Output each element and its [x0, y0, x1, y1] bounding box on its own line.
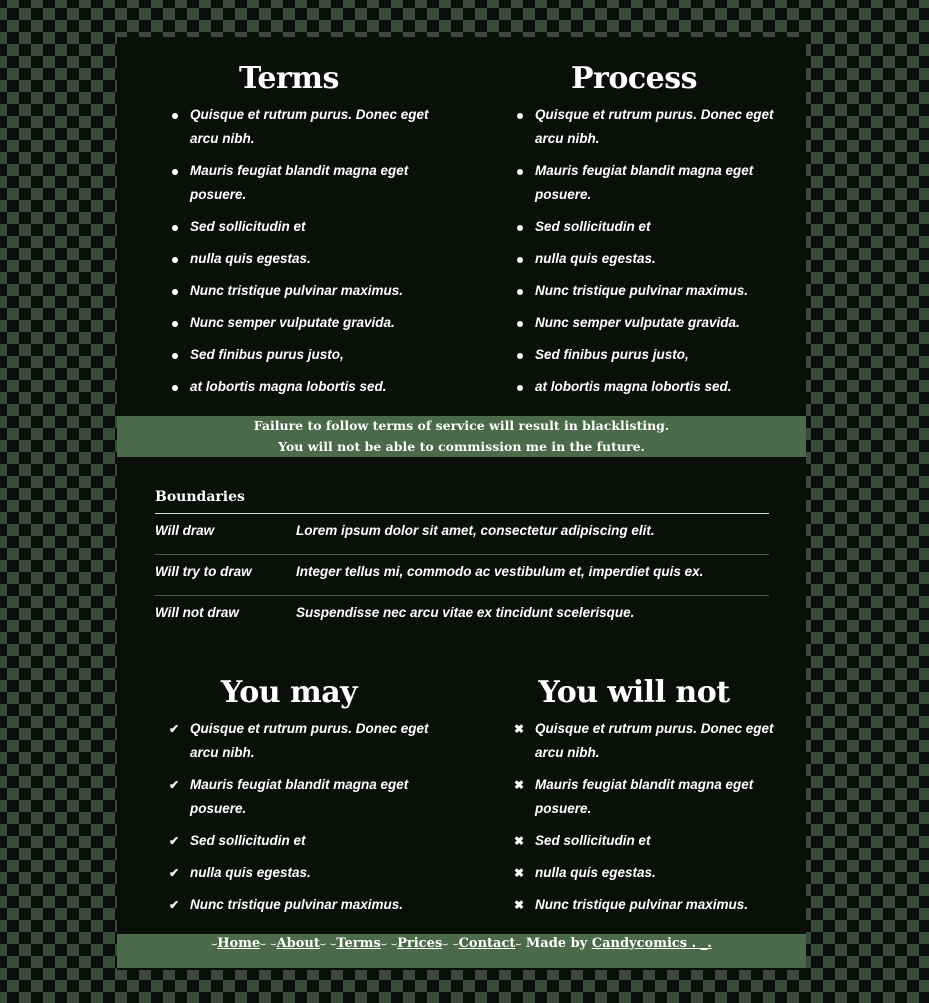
you-will-not-list — [484, 717, 784, 917]
ornament-icon: ⌣ — [391, 940, 398, 950]
terms-heading: Terms — [239, 61, 339, 96]
bullet-icon — [517, 257, 523, 263]
you-will-not-heading: You will not — [538, 675, 730, 710]
list-item — [139, 103, 455, 151]
notice-line-1: Failure to follow terms of service will result in blacklisting. — [253, 418, 670, 433]
list-item — [484, 375, 800, 399]
list-item — [139, 247, 455, 271]
list-item-text: Quisque et rutrum purus. Donec eget arcu nibh. — [535, 721, 774, 760]
notice-banner — [117, 416, 806, 457]
check-icon: ✔ — [169, 778, 180, 792]
list-item — [139, 159, 455, 207]
terms-section — [139, 59, 439, 407]
you-may-heading: You may — [220, 675, 358, 710]
list-item-text: Nunc semper vulputate gravida. — [535, 315, 740, 330]
ornament-icon: ⌣ — [330, 940, 337, 950]
list-item-text: at lobortis magna lobortis sed. — [535, 379, 732, 394]
list-item-text: at lobortis magna lobortis sed. — [190, 379, 387, 394]
bullet-icon — [517, 321, 523, 327]
check-icon: ✔ — [169, 722, 180, 736]
bullet-icon — [172, 321, 178, 327]
ornament-icon: ⌣ — [515, 940, 522, 950]
list-item — [139, 343, 455, 367]
bullet-icon — [172, 257, 178, 263]
footer-link-contact[interactable]: Contact — [458, 936, 516, 951]
ornament-icon: ⌣ — [452, 940, 459, 950]
check-icon: ✔ — [169, 866, 180, 880]
ornament-icon: ⌣ — [380, 940, 387, 950]
row-label: Will not draw — [155, 605, 239, 620]
table-row — [155, 596, 769, 636]
list-item-text: Nunc tristique pulvinar maximus. — [190, 283, 404, 298]
boundaries-title: Boundaries — [155, 482, 769, 514]
list-item — [139, 311, 455, 335]
list-item-text: nulla quis egestas. — [190, 865, 311, 880]
footer-nav — [117, 934, 806, 968]
ornament-icon: ⌣ — [260, 940, 267, 950]
list-item-text: nulla quis egestas. — [535, 865, 656, 880]
list-item-text: Nunc tristique pulvinar maximus. — [535, 283, 749, 298]
bullet-icon — [172, 289, 178, 295]
terms-list — [139, 103, 439, 399]
list-item — [139, 773, 455, 821]
notice-line-2: You will not be able to commission me in the future. — [278, 438, 645, 454]
bullet-icon — [517, 385, 523, 391]
list-item-text: nulla quis egestas. — [535, 251, 656, 266]
list-item-text: Nunc semper vulputate gravida. — [190, 315, 395, 330]
list-item-text: Quisque et rutrum purus. Donec eget arcu nibh. — [190, 107, 429, 146]
x-icon: ✖ — [514, 834, 525, 848]
list-item — [139, 893, 455, 917]
row-label: Will try to draw — [155, 564, 252, 579]
list-item-text: Nunc tristique pulvinar maximus. — [190, 897, 404, 912]
list-item-text: Mauris feugiat blandit magna eget posuere. — [190, 777, 409, 816]
check-icon: ✔ — [169, 898, 180, 912]
bullet-icon — [172, 225, 178, 231]
list-item — [484, 279, 800, 303]
process-heading: Process — [570, 61, 697, 96]
list-item-text: Mauris feugiat blandit magna eget posuere. — [535, 777, 754, 816]
x-icon: ✖ — [514, 778, 525, 792]
bullet-icon — [517, 169, 523, 175]
bullet-icon — [172, 353, 178, 359]
bullet-icon — [172, 169, 178, 175]
bullet-icon — [172, 385, 178, 391]
list-item — [484, 311, 800, 335]
list-item — [139, 829, 455, 853]
x-icon: ✖ — [514, 722, 525, 736]
ornament-icon: ⌣ — [319, 940, 326, 950]
list-item — [484, 343, 800, 367]
table-row — [155, 514, 769, 555]
made-by-text: Made by — [525, 936, 588, 951]
process-section — [484, 59, 784, 407]
list-item — [139, 279, 455, 303]
list-item — [484, 861, 800, 885]
content-panel — [117, 37, 806, 970]
list-item — [484, 893, 800, 917]
process-list — [484, 103, 784, 399]
list-item — [139, 717, 455, 765]
you-may-list — [139, 717, 439, 917]
list-item-text: Nunc tristique pulvinar maximus. — [535, 897, 749, 912]
ornament-icon: ⌣ — [270, 940, 277, 950]
boundaries-table — [155, 482, 769, 636]
bullet-icon — [517, 289, 523, 295]
list-item — [484, 215, 800, 239]
list-item-text: Sed sollicitudin et — [190, 219, 306, 234]
x-icon: ✖ — [514, 866, 525, 880]
x-icon: ✖ — [514, 898, 525, 912]
bullet-icon — [517, 113, 523, 119]
row-text: Integer tellus mi, commodo ac vestibulum et, imperdiet quis ex. — [296, 564, 704, 579]
footer-link-about[interactable]: About — [276, 936, 320, 951]
list-item-text: Sed sollicitudin et — [535, 833, 651, 848]
list-item-text: Quisque et rutrum purus. Donec eget arcu nibh. — [190, 721, 429, 760]
author-link[interactable]: Candycomics . _. — [591, 936, 712, 951]
list-item-text: Quisque et rutrum purus. Donec eget arcu nibh. — [535, 107, 774, 146]
footer-link-prices[interactable]: Prices — [397, 936, 443, 951]
you-will-not-section — [484, 673, 784, 925]
list-item — [139, 215, 455, 239]
bullet-icon — [172, 113, 178, 119]
bullet-icon — [517, 353, 523, 359]
list-item-text: Sed finibus purus justo, — [535, 347, 689, 362]
list-item — [484, 247, 800, 271]
list-item-text: Sed sollicitudin et — [535, 219, 651, 234]
list-item-text: Mauris feugiat blandit magna eget posuere. — [535, 163, 754, 202]
check-icon: ✔ — [169, 834, 180, 848]
list-item — [484, 159, 800, 207]
list-item — [484, 829, 800, 853]
footer-link-terms[interactable]: Terms — [336, 936, 381, 951]
bullet-icon — [517, 225, 523, 231]
list-item — [139, 375, 455, 399]
list-item — [484, 103, 800, 151]
ornament-icon: ⌣ — [211, 940, 218, 950]
list-item-text: Mauris feugiat blandit magna eget posuere. — [190, 163, 409, 202]
list-item-text: nulla quis egestas. — [190, 251, 311, 266]
footer-link-home[interactable]: Home — [217, 936, 261, 951]
list-item — [484, 717, 800, 765]
ornament-icon: ⌣ — [442, 940, 449, 950]
list-item — [484, 773, 800, 821]
you-may-section — [139, 673, 439, 925]
table-row — [155, 555, 769, 596]
list-item — [139, 861, 455, 885]
row-label: Will draw — [155, 523, 215, 538]
list-item-text: Sed finibus purus justo, — [190, 347, 344, 362]
row-text: Lorem ipsum dolor sit amet, consectetur adipiscing elit. — [296, 523, 655, 538]
row-text: Suspendisse nec arcu vitae ex tincidunt scelerisque. — [296, 605, 635, 620]
list-item-text: Sed sollicitudin et — [190, 833, 306, 848]
